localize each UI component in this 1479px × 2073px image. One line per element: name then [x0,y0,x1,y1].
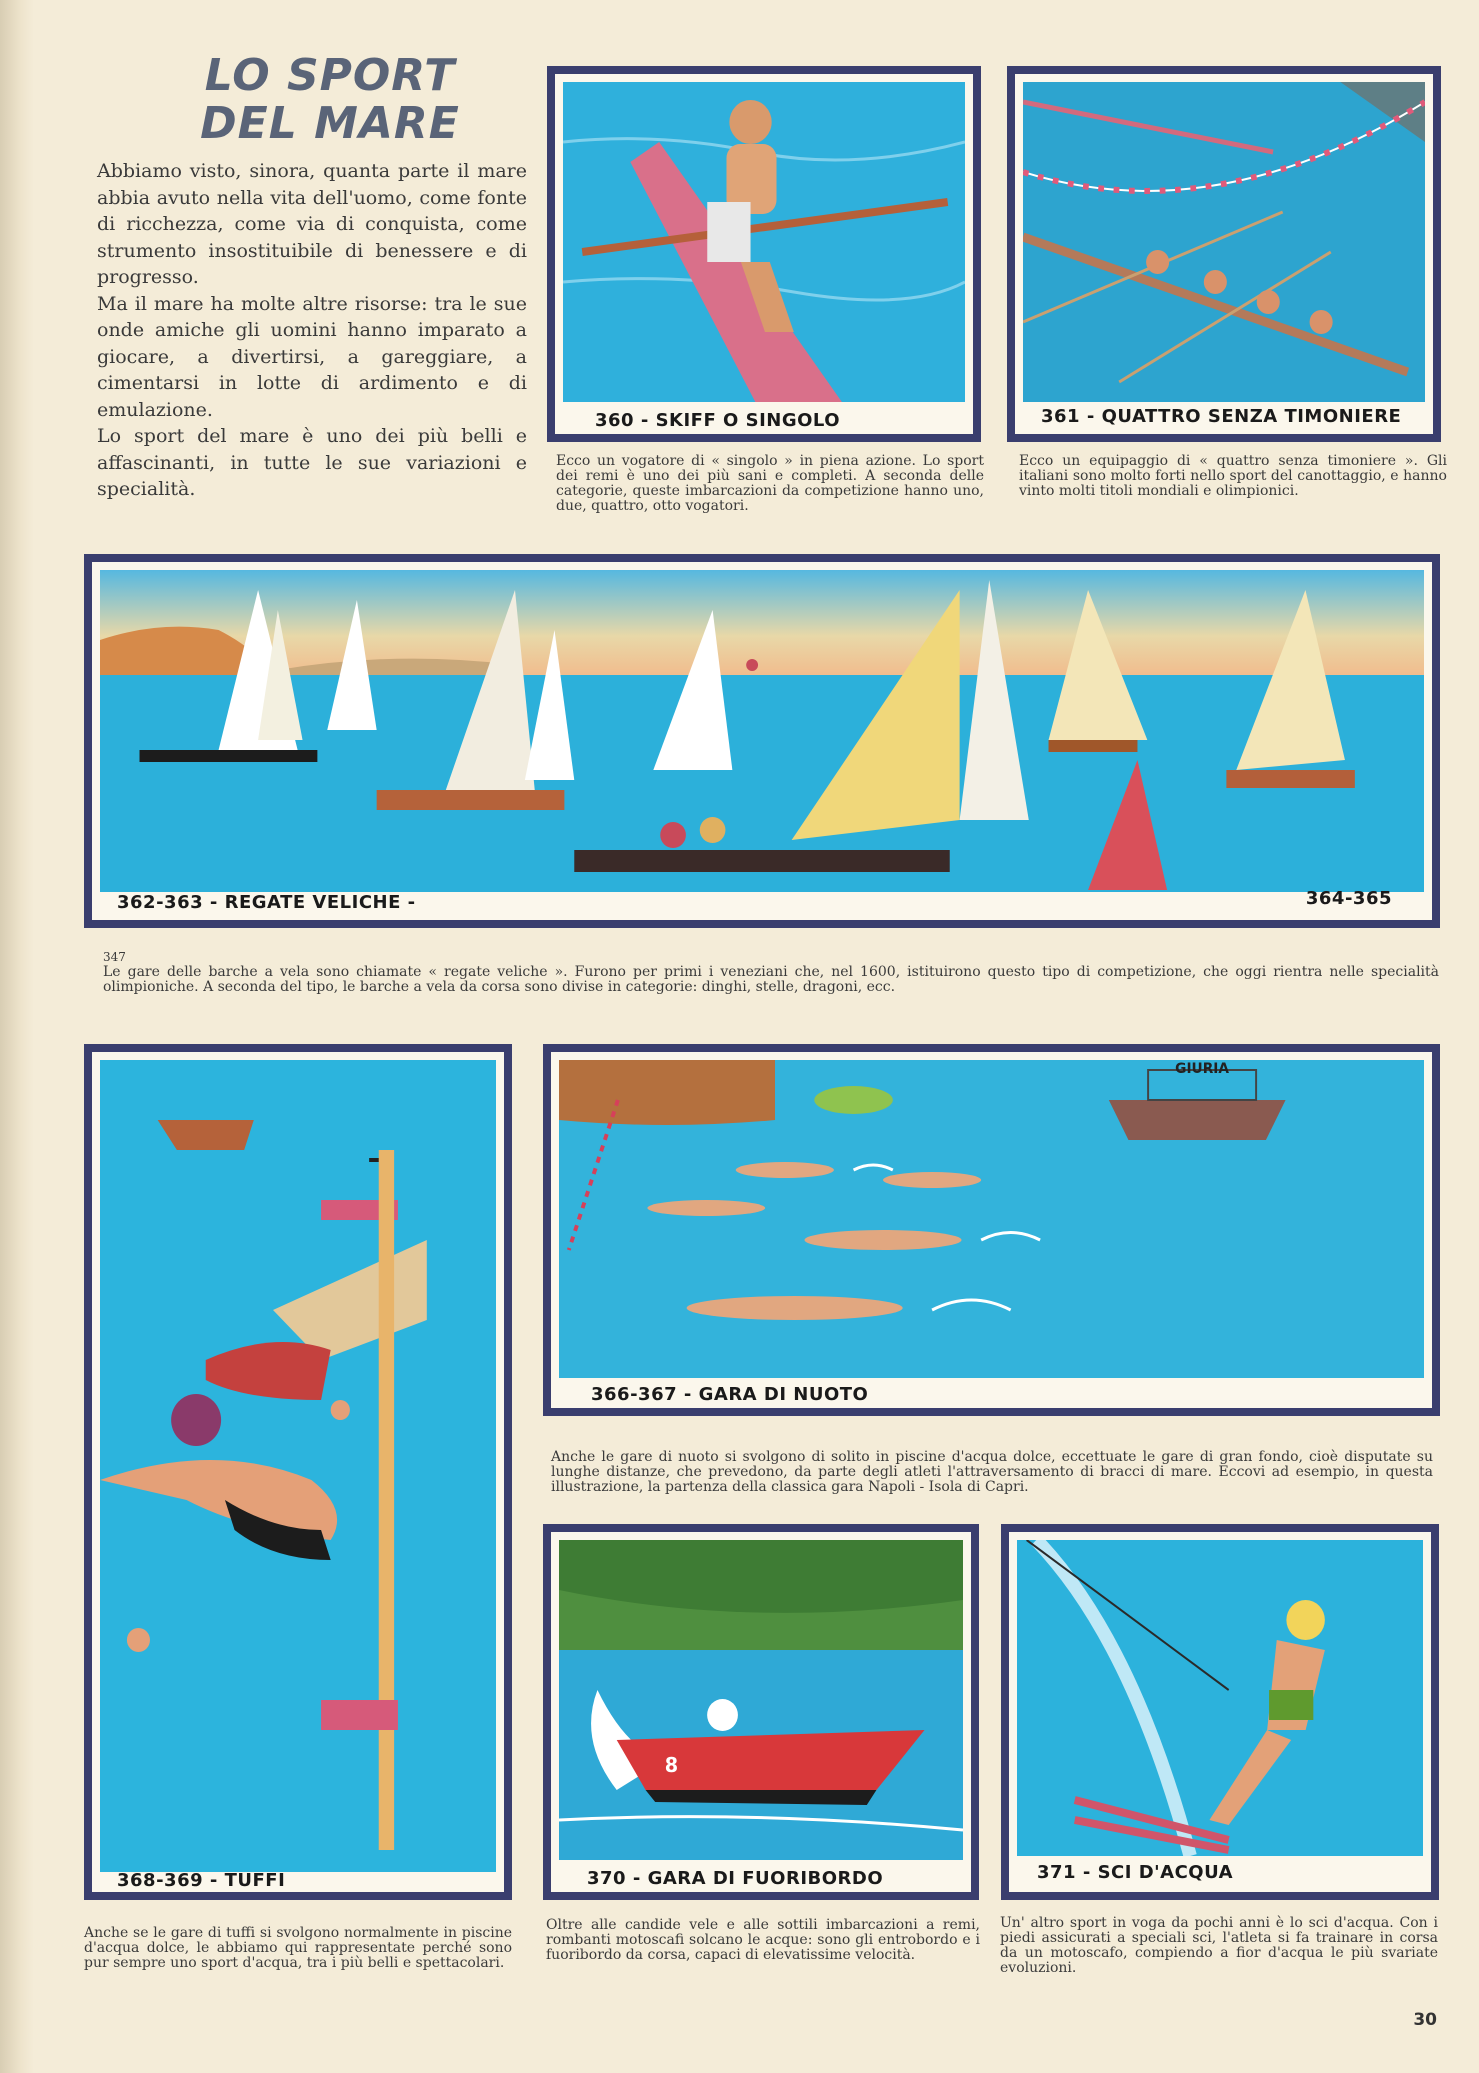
svg-text:8: 8 [664,1753,679,1778]
book-spine [0,0,34,2073]
regate-illustration [100,570,1424,892]
nuoto-label: 366-367 - GARA DI NUOTO [591,1384,869,1405]
tuffi-label: 368-369 - TUFFI [117,1870,286,1891]
regate-number: 347 [103,950,126,964]
fuoribordo-caption: Oltre alle candide vele e alle sottili imbarcazioni a remi, rombanti motoscafi solcano le acque: sono gli entrobordo e i fuoribordo da corsa, capaci di elevatissime velocità. [546,1917,980,1963]
intro-text [97,158,527,503]
card-nuoto [543,1044,1440,1416]
skiff-illustration [563,82,965,402]
sci-acqua-caption: Un' altro sport in voga da pochi anni è lo sci d'acqua. Con i piedi assicurati a speciali sci, l'atleta si fa trainare in corsa da un motoscafo, compiendo a fior d'acqua le più svariate evoluzioni. [1000,1915,1438,1976]
quattro-label: 361 - QUATTRO SENZA TIMONIERE [1041,406,1402,427]
fuoribordo-label: 370 - GARA DI FUORIBORDO [587,1868,884,1889]
title-line-2: DEL MARE [200,98,460,149]
nuoto-illustration [559,1060,1424,1378]
intro-paragraph-1: Abbiamo visto, sinora, quanta parte il mare abbia avuto nella vita dell'uomo, come fonte di ricchezza, come via di conquista, come strumento insostituibile di benessere e di progresso. [97,160,527,288]
fuoribordo-illustration [559,1540,963,1860]
card-fuoribordo [543,1524,979,1900]
nuoto-caption: Anche le gare di nuoto si svolgono di solito in piscine d'acqua dolce, eccettuate le gare di gran fondo, cioè disputate su lunghe distanze, che prevedono, da parte degli atleti l'attraversamento di bracci di mare. Eccovi ad esempio, in questa illustrazione, la partenza della classica gara Napoli - Isola di Capri. [551,1449,1433,1495]
card-tuffi [84,1044,512,1900]
intro-paragraph-2: Ma il mare ha molte altre risorse: tra le sue onde amiche gli uomini hanno imparato a giocare, a divertirsi, a gareggiare, a cimentarsi in lotte di ardimento e di emulazione. [97,292,527,421]
intro-paragraph-3: Lo sport del mare è uno dei più belli e affascinanti, in tutte le sue variazioni e specialità. [97,425,527,500]
skiff-label: 360 - SKIFF O SINGOLO [595,410,841,431]
card-sci-acqua [1001,1524,1439,1900]
page-number: 30 [1413,2010,1437,2030]
tuffi-caption: Anche se le gare di tuffi si svolgono normalmente in piscine d'acqua dolce, le abbiamo qui rappresentate perché sono pur sempre uno sport d'acqua, tra i più belli e spettacolari. [84,1925,512,1971]
sci-acqua-illustration [1017,1540,1423,1856]
page-title [120,52,540,148]
card-skiff [547,66,981,442]
quattro-illustration [1023,82,1425,402]
regate-label-right: 364-365 [1305,888,1392,909]
sci-acqua-label: 371 - SCI D'ACQUA [1037,1862,1234,1883]
giuria-sign: GIURIA [1175,1060,1230,1078]
regate-caption: Le gare delle barche a vela sono chiamate « regate veliche ». Furono per primi i veneziani che, nel 1600, istituirono questo tipo di competizione, che oggi rientra nelle specialità olimpioniche. A seconda del tipo, le barche a vela da corsa sono divise in categorie: dinghi, stelle, dragoni, ecc. [103,964,1439,995]
regate-label: 362-363 - REGATE VELICHE - [117,892,416,913]
skiff-caption: Ecco un vogatore di « singolo » in piena azione. Lo sport dei remi è uno dei più sani e completi. A seconda delle categorie, queste imbarcazioni da competizione hanno uno, due, quattro, otto vogatori. [556,453,984,514]
card-regate [84,554,1440,928]
quattro-caption: Ecco un equipaggio di « quattro senza timoniere ». Gli italiani sono molto forti nello sport del canottaggio, e hanno vinto molti titoli mondiali e olimpionici. [1019,453,1447,499]
title-line-1: LO SPORT [204,50,456,101]
tuffi-illustration [100,1060,496,1872]
card-quattro [1007,66,1441,442]
